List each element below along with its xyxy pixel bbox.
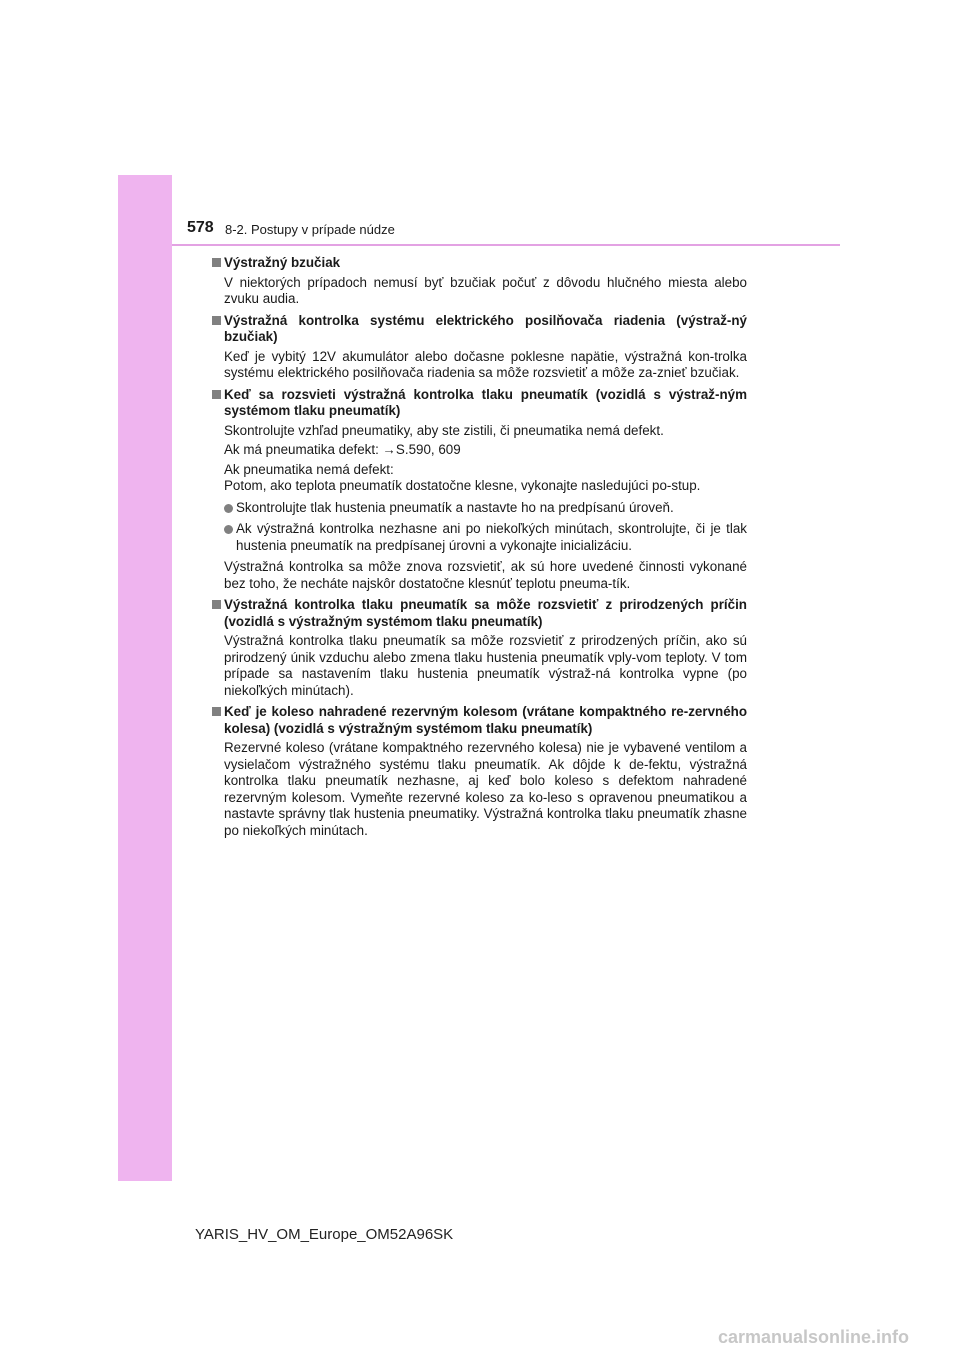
section-warning-buzzer [212, 255, 747, 308]
list-item: Ak výstražná kontrolka nezhasne ani po niekoľkých minútach, skontrolujte, či je tlak hustenia pneumatík na predpísanej úrovni a vykonajte inicializáciu. [212, 521, 747, 554]
square-bullet-icon [212, 258, 221, 267]
list-item: Skontrolujte tlak hustenia pneumatík a nastavte ho na predpísanú úroveň. [212, 500, 747, 517]
paragraph: Výstražná kontrolka sa môže znova rozsvietiť, ak sú hore uvedené činnosti vykonané bez toho, že necháte najskôr dostatočne klesnúť teplotu pneuma-tík. [224, 559, 747, 591]
paragraph: Rezervné koleso (vrátane kompaktného rezervného kolesa) nie je vybavené ventilom a vysielačom výstražného systému tlaku pneumatík. Ak dôjde k de-fektu, výstražná kontrolka tlaku pneumatík nezhasne, aj keď bolo koleso s defektom nahradené rezervným kolesom. Vymeňte rezervné koleso za ko-leso s opravenou pneumatikou a nastavte správny tlak hustenia pneumatiky. Výstražná kontrolka tlaku pneumatík zhasne po niekoľkých minútach. [224, 740, 747, 838]
paragraph: Skontrolujte vzhľad pneumatiky, aby ste zistili, či pneumatika nemá defekt. [224, 422, 664, 438]
watermark: carmanualsonline.info [718, 1327, 910, 1347]
paragraph: V niektorých prípadoch nemusí byť bzučiak počuť z dôvodu hlučného miesta alebo zvuku audia. [224, 274, 747, 306]
paragraph [212, 462, 747, 495]
header-divider [172, 244, 840, 246]
paragraph: Výstražná kontrolka tlaku pneumatík sa môže rozsvietiť z prirodzených príčin, ako sú prirodzený únik vzduchu alebo zmena tlaku hustenia pneumatík vply-vom teploty. V tom prípade sa nastavením tlaku hustenia pneumatík výstraž-ná kontrolka vypne (po niekoľkých minútach). [224, 633, 747, 698]
paragraph-line: Potom, ako teplota pneumatík dostatočne klesne, vykonajte nasledujúci po-stup. [224, 478, 701, 493]
circle-bullet-icon [224, 525, 233, 534]
section-heading: Výstražná kontrolka tlaku pneumatík sa môže rozsvietiť z prirodzených príčin (vozidlá s výstražným systémom tlaku pneumatík) [212, 597, 747, 630]
section-spare-wheel [212, 704, 747, 839]
page-content [212, 255, 747, 844]
circle-bullet-icon [224, 504, 233, 513]
document-code-footer: YARIS_HV_OM_Europe_OM52A96SK [195, 1226, 454, 1243]
paragraph-line: Ak pneumatika nemá defekt: [224, 461, 394, 477]
paragraph: Keď je vybitý 12V akumulátor alebo dočasne poklesne napätie, výstražná kon-trolka systému elektrického posilňovača riadenia sa môže rozsvietiť a môže za-znieť bzučiak. [224, 348, 747, 380]
section-tire-pressure-light-on [212, 387, 747, 593]
section-heading: Keď sa rozsvieti výstražná kontrolka tlaku pneumatík (vozidlá s výstraž-ným systémom tlaku pneumatík) [212, 387, 747, 420]
section-tire-pressure-natural-causes [212, 597, 747, 699]
square-bullet-icon [212, 390, 221, 399]
section-heading: Výstražný bzučiak [212, 255, 747, 272]
section-title: 8-2. Postupy v prípade núdze [225, 222, 395, 237]
section-heading: Výstražná kontrolka systému elektrického posilňovača riadenia (výstraž-ný bzučiak) [212, 313, 747, 346]
square-bullet-icon [212, 316, 221, 325]
section-heading: Keď je koleso nahradené rezervným kolesom (vrátane kompaktného re-zervného kolesa) (vozidlá s výstražným systémom tlaku pneumatík) [212, 704, 747, 737]
chapter-sidebar-tab [118, 175, 172, 1181]
square-bullet-icon [212, 707, 221, 716]
paragraph-reference: Ak má pneumatika defekt: →S.590, 609 [224, 442, 461, 457]
square-bullet-icon [212, 600, 221, 609]
page-number: 578 [187, 219, 214, 236]
section-eps-warning-light [212, 313, 747, 382]
